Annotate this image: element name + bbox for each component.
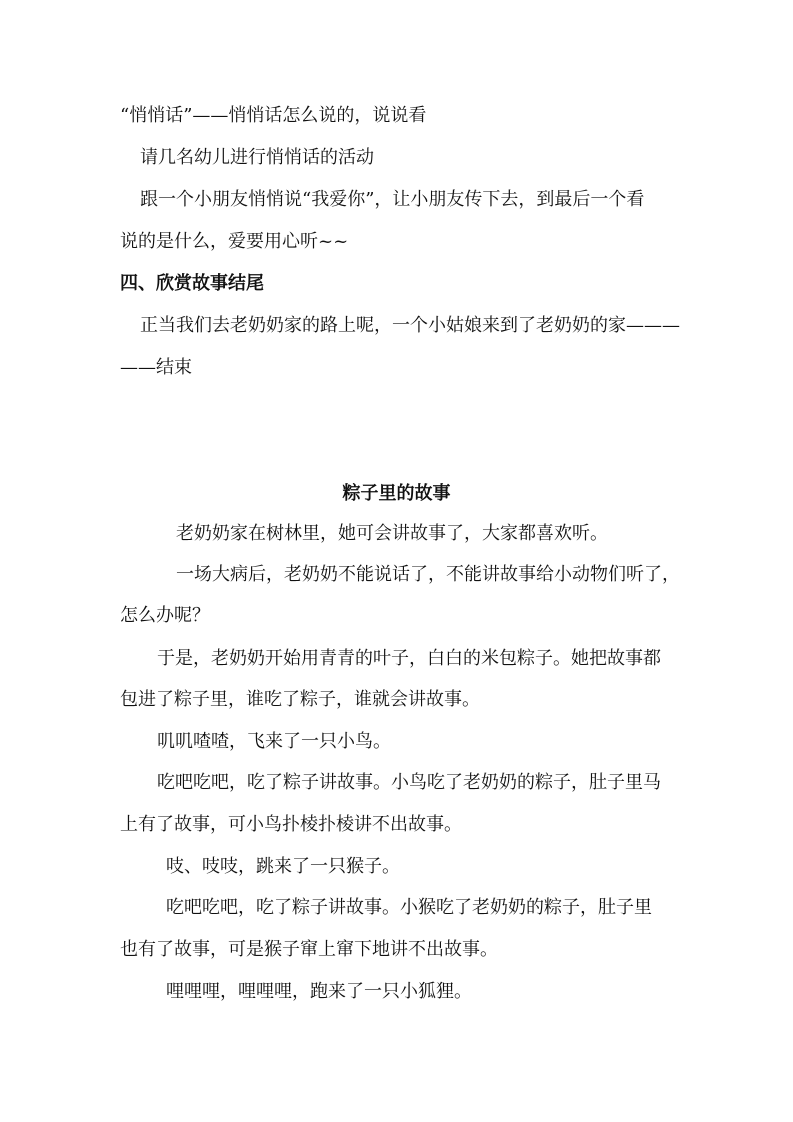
story-line: 于是，老奶奶开始用青青的叶子，白白的米包粽子。她把故事都 <box>157 648 661 669</box>
story-line: 老奶奶家在树林里，她可会讲故事了，大家都喜欢听。 <box>176 523 608 544</box>
text-line: 请几名幼儿进行悄悄话的活动 <box>140 147 374 168</box>
story-line: 一场大病后，老奶奶不能说话了，不能讲故事给小动物们听了， <box>176 564 680 585</box>
story-line: 吱、吱吱，跳来了一只猴子。 <box>166 856 400 877</box>
text-line: ——结束 <box>120 357 192 378</box>
story-line: 怎么办呢？ <box>120 605 210 626</box>
story-line: 也有了故事，可是猴子窜上窜下地讲不出故事。 <box>120 939 498 960</box>
story-line: 包进了粽子里，谁吃了粽子，谁就会讲故事。 <box>120 689 480 710</box>
text-line: 跟一个小朋友悄悄说“我爱你”，让小朋友传下去，到最后一个看 <box>140 189 645 210</box>
text-line: “悄悄话”——悄悄话怎么说的，说说看 <box>120 105 427 126</box>
story-line: 哩哩哩，哩哩哩，跑来了一只小狐狸。 <box>166 981 472 1002</box>
story-title: 粽子里的故事 <box>342 483 451 504</box>
text-line: 正当我们去老奶奶家的路上呢，一个小姑娘来到了老奶奶的家——— <box>140 315 680 336</box>
story-line: 吃吧吃吧，吃了粽子讲故事。小猴吃了老奶奶的粽子，肚子里 <box>166 897 652 918</box>
text-line: 说的是什么，爱要用心听~~ <box>120 231 349 252</box>
story-line: 吃吧吃吧，吃了粽子讲故事。小鸟吃了老奶奶的粽子，肚子里马 <box>157 772 661 793</box>
story-line: 叽叽喳喳，飞来了一只小鸟。 <box>157 731 391 752</box>
section-heading: 四、欣赏故事结尾 <box>120 273 264 294</box>
story-line: 上有了故事，可小鸟扑棱扑棱讲不出故事。 <box>120 814 462 835</box>
